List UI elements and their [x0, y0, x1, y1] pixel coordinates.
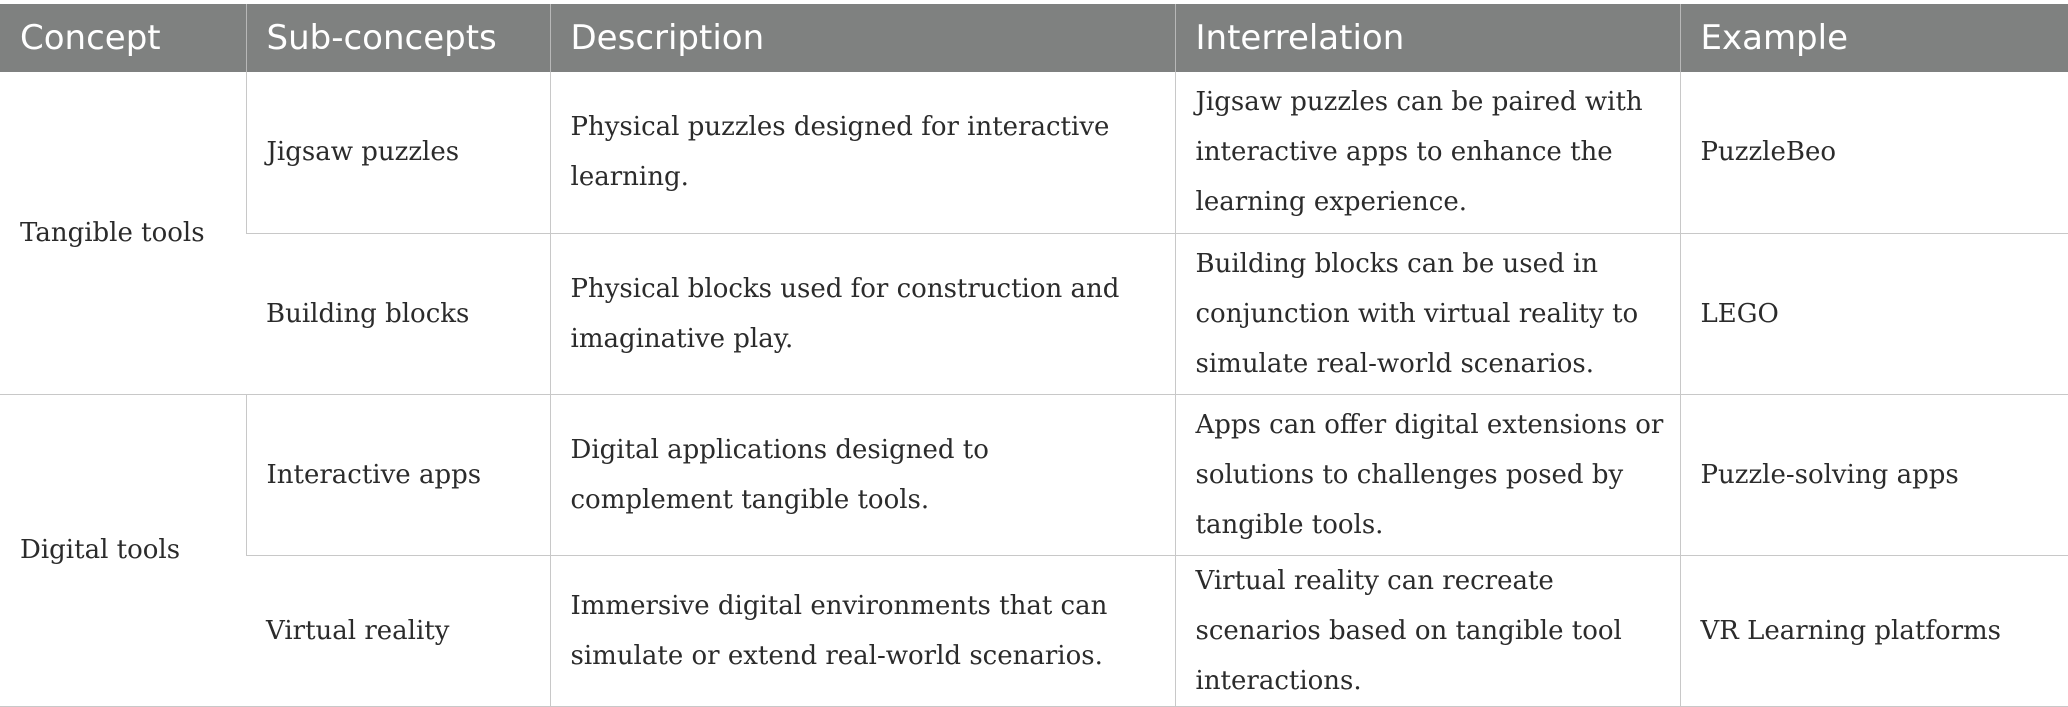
- header-example: Example: [1680, 4, 2068, 72]
- interrelation-cell: Virtual reality can recreate scenarios based on tangible tool interactions.: [1175, 555, 1680, 706]
- sub-concept-cell: Building blocks: [246, 233, 550, 394]
- header-sub-concepts: Sub-concepts: [246, 4, 550, 72]
- description-cell: Physical puzzles designed for interactive learning.: [550, 72, 1175, 233]
- interrelation-cell: Apps can offer digital extensions or solutions to challenges posed by tangible tools.: [1175, 394, 1680, 555]
- table-row: [0, 233, 2068, 394]
- table-header-row: [0, 4, 2068, 72]
- interrelation-cell: Jigsaw puzzles can be paired with interactive apps to enhance the learning experience.: [1175, 72, 1680, 233]
- sub-concept-cell: Interactive apps: [246, 394, 550, 555]
- table-row: [0, 394, 2068, 555]
- concept-cell: Digital tools: [0, 394, 246, 706]
- concept-table: [0, 4, 2068, 707]
- example-cell: PuzzleBeo: [1680, 72, 2068, 233]
- header-concept: Concept: [0, 4, 246, 72]
- header-description: Description: [550, 4, 1175, 72]
- table-row: [0, 72, 2068, 233]
- sub-concept-cell: Jigsaw puzzles: [246, 72, 550, 233]
- example-cell: VR Learning platforms: [1680, 555, 2068, 706]
- table-row: [0, 555, 2068, 706]
- description-cell: Immersive digital environments that can simulate or extend real-world scenarios.: [550, 555, 1175, 706]
- concept-table-wrapper: [0, 4, 2068, 707]
- example-cell: LEGO: [1680, 233, 2068, 394]
- interrelation-cell: Building blocks can be used in conjunction with virtual reality to simulate real-world scenarios.: [1175, 233, 1680, 394]
- description-cell: Digital applications designed to complement tangible tools.: [550, 394, 1175, 555]
- sub-concept-cell: Virtual reality: [246, 555, 550, 706]
- concept-cell: Tangible tools: [0, 72, 246, 394]
- description-cell: Physical blocks used for construction and imaginative play.: [550, 233, 1175, 394]
- example-cell: Puzzle-solving apps: [1680, 394, 2068, 555]
- header-interrelation: Interrelation: [1175, 4, 1680, 72]
